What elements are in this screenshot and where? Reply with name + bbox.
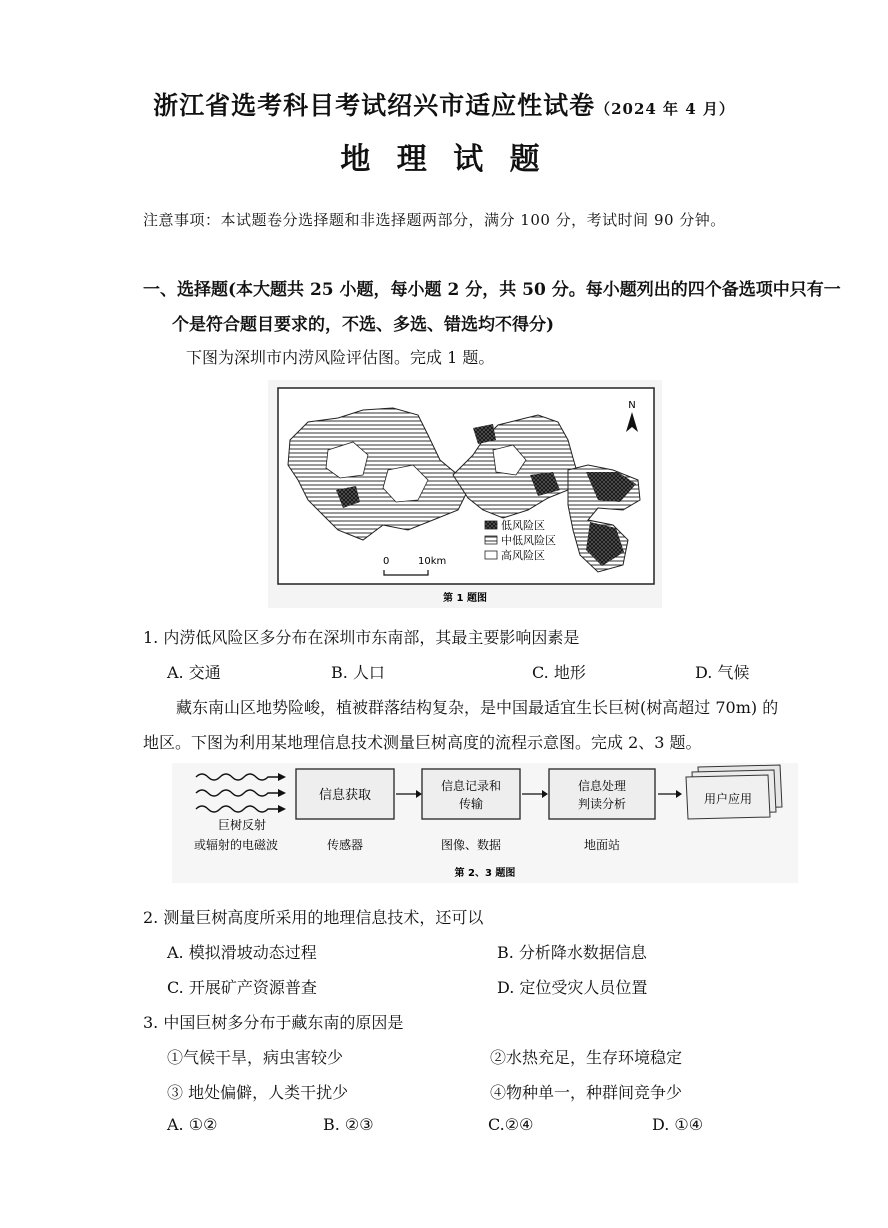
source-label-line1: 巨树反射 [217, 818, 267, 832]
q3-option-c: C.②④ [488, 1115, 534, 1134]
q1-option-a: A. 交通 [167, 663, 221, 682]
exam-notice: 注意事项：本试题卷分选择题和非选择题两部分，满分 100 分，考试时间 90 分钟。 [143, 211, 726, 229]
section-heading [143, 273, 843, 343]
box1-label: 信息获取 [318, 788, 372, 803]
q2-option-a: A. 模拟滑坡动态过程 [167, 943, 317, 962]
legend-swatch-midlow [485, 536, 497, 544]
q1-intro: 下图为深圳市内涝风险评估图。完成 1 题。 [186, 348, 495, 367]
q2-option-c: C. 开展矿产资源普查 [167, 978, 317, 997]
legend-high: 高风险区 [501, 549, 545, 562]
q23-intro-line2: 地区。下图为利用某地理信息技术测量巨树高度的流程示意图。完成 2、3 题。 [143, 733, 702, 752]
box1-sub: 传感器 [326, 838, 364, 852]
legend-swatch-low [485, 521, 497, 529]
flow-box-record [422, 769, 520, 819]
title-main: 浙江省选考科目考试绍兴市适应性试卷 [153, 91, 596, 120]
subject-title: 地 理 试 题 [340, 142, 548, 177]
q2-option-b: B. 分析降水数据信息 [497, 943, 647, 962]
scale-label: 10km [418, 556, 447, 567]
section-heading-line2: 个是符合题目要求的，不选、多选、错选均不得分) [172, 315, 555, 335]
source-label-line2: 或辐射的电磁波 [193, 838, 279, 852]
scale-zero: 0 [383, 556, 390, 567]
section-heading-line1: 一、选择题(本大题共 25 小题，每小题 2 分，共 50 分。每小题列出的四个备选项中只有一 [143, 280, 841, 300]
box2-label-line2: 传输 [458, 797, 484, 811]
q3-option-d: D. ①④ [652, 1115, 704, 1134]
box3-label-line1: 信息处理 [577, 779, 627, 793]
legend-swatch-high [485, 551, 497, 559]
q3-statement-1: ①气候干旱，病虫害较少 [167, 1048, 344, 1067]
legend-midlow: 中低风险区 [501, 534, 556, 547]
flow-box-process [549, 769, 655, 819]
box4-label: 用户应用 [703, 792, 753, 806]
q1-option-c: C. 地形 [532, 663, 586, 682]
exam-title [0, 86, 888, 122]
box3-sub: 地面站 [583, 838, 621, 852]
q3-statement-2: ②水热充足，生存环境稳定 [490, 1048, 683, 1067]
north-label: N [628, 400, 636, 411]
q1-stem: 1. 内涝低风险区多分布在深圳市东南部，其最主要影响因素是 [143, 628, 580, 647]
box2-label-line1: 信息记录和 [440, 779, 502, 793]
q2-option-d: D. 定位受灾人员位置 [497, 978, 648, 997]
map-caption: 第 1 题图 [443, 593, 487, 604]
box2-sub: 图像、数据 [440, 838, 502, 852]
q3-statement-4: ④物种单一，种群间竞争少 [490, 1083, 683, 1102]
box3-label-line2: 判读分析 [577, 797, 627, 811]
q1-option-b: B. 人口 [331, 663, 385, 682]
waterlogging-risk-map [268, 380, 662, 608]
q2-stem: 2. 测量巨树高度所采用的地理信息技术，还可以 [143, 908, 484, 927]
q3-statement-3: ③ 地处偏僻，人类干扰少 [167, 1083, 349, 1102]
q3-option-a: A. ①② [167, 1115, 218, 1134]
q23-intro-line1: 藏东南山区地势险峻，植被群落结构复杂，是中国最适宜生长巨树(树高超过 70m) 的 [176, 698, 779, 717]
title-date: （2024 年 4 月） [595, 100, 735, 118]
q3-option-b: B. ②③ [323, 1115, 374, 1134]
flow-caption: 第 2、3 题图 [454, 868, 516, 879]
q3-stem: 3. 中国巨树多分布于藏东南的原因是 [143, 1013, 404, 1032]
legend-low: 低风险区 [501, 519, 545, 532]
remote-sensing-flow-diagram [172, 763, 798, 883]
q1-option-d: D. 气候 [695, 663, 750, 682]
